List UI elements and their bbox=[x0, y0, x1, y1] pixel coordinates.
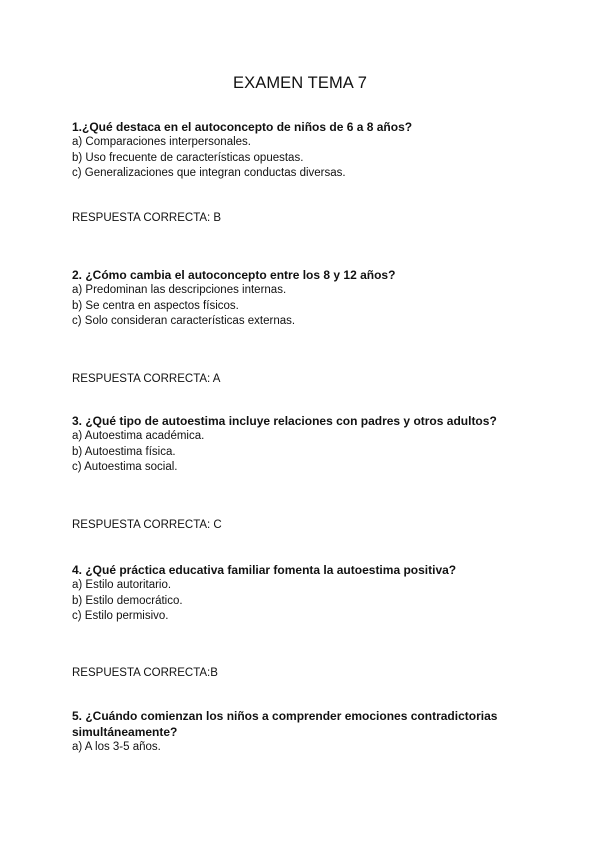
question-5 bbox=[72, 708, 542, 756]
question-text: 3. ¿Qué tipo de autoestima incluye relaciones con padres y otros adultos? bbox=[72, 414, 497, 428]
option-a: a) Estilo autoritario. bbox=[72, 579, 172, 591]
option-c: c) Autoestima social. bbox=[72, 461, 178, 473]
option-a: a) Comparaciones interpersonales. bbox=[72, 136, 251, 148]
question-3 bbox=[72, 413, 542, 476]
page-title: EXAMEN TEMA 7 bbox=[233, 74, 367, 92]
option-a: a) Predominan las descripciones internas. bbox=[72, 284, 287, 296]
answer-1: RESPUESTA CORRECTA: B bbox=[72, 212, 222, 224]
option-b: b) Uso frecuente de características opuestas. bbox=[72, 151, 304, 164]
option-b: b) Autoestima física. bbox=[72, 445, 176, 458]
option-c: c) Generalizaciones que integran conductas diversas. bbox=[72, 167, 346, 179]
question-1 bbox=[72, 119, 542, 182]
question-text-line-2: simultáneamente? bbox=[72, 725, 178, 739]
option-a: a) Autoestima académica. bbox=[72, 430, 205, 442]
question-text-line-1: 5. ¿Cuándo comienzan los niños a comprender emociones contradictorias bbox=[72, 709, 498, 723]
question-text: 1.¿Qué destaca en el autoconcepto de niños de 6 a 8 años? bbox=[72, 120, 413, 134]
option-b: b) Estilo democrático. bbox=[72, 594, 183, 607]
question-2 bbox=[72, 267, 542, 330]
question-text: 4. ¿Qué práctica educativa familiar fomenta la autoestima positiva? bbox=[72, 563, 457, 577]
option-c: c) Solo consideran características externas. bbox=[72, 315, 296, 327]
option-c: c) Estilo permisivo. bbox=[72, 610, 169, 622]
option-b: b) Se centra en aspectos físicos. bbox=[72, 299, 239, 312]
answer-2: RESPUESTA CORRECTA: A bbox=[72, 373, 221, 385]
question-4 bbox=[72, 562, 542, 625]
question-text: 2. ¿Cómo cambia el autoconcepto entre los 8 y 12 años? bbox=[72, 268, 396, 282]
answer-4: RESPUESTA CORRECTA:B bbox=[72, 667, 218, 679]
answer-3: RESPUESTA CORRECTA: C bbox=[72, 519, 222, 531]
option-a: a) A los 3-5 años. bbox=[72, 741, 161, 753]
